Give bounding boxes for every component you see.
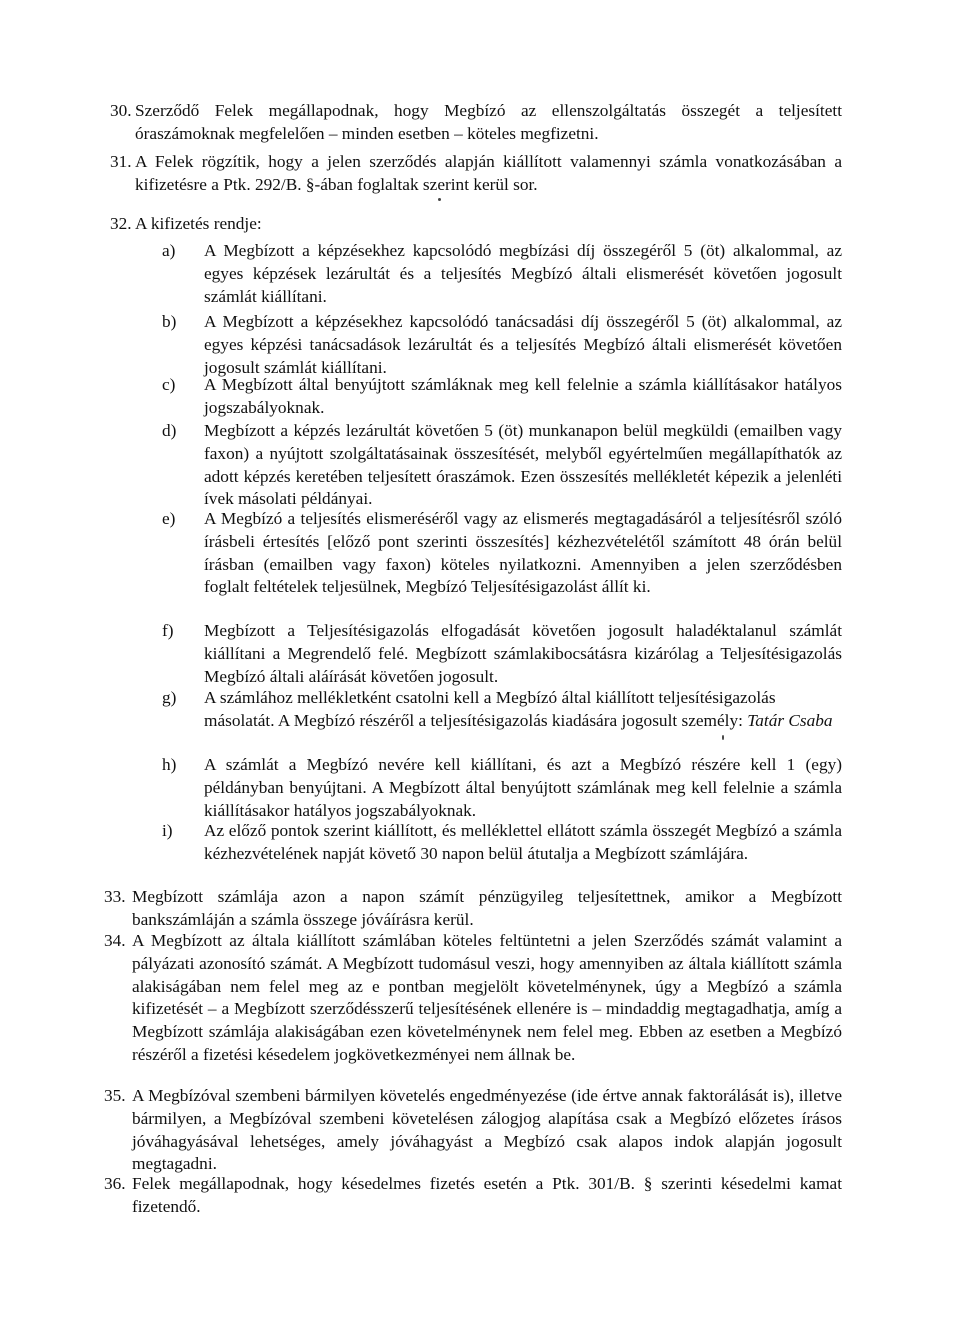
- clause-text: A Felek rögzítik, hogy a jelen szerződés alapján kiállított valamennyi számla vonatkozásában a kifizetésre a Ptk. 292/B. §-ában foglaltak szerint kerül sor.: [135, 152, 842, 194]
- subclause-text: A számlát a Megbízó nevére kell kiállítani, és azt a Megbízó részére kell 1 (egy) példányban benyújtani. A Megbízott által benyújtott számlának meg kell felelnie a számla kiállításakor hatályos jogszabályoknak.: [204, 755, 842, 820]
- clause-text: A kifizetés rendje:: [135, 214, 262, 233]
- subclause-text-main: A számlához mellékletként csatolni kell a Megbízó által kiállított teljesítésigazolás másolatát. A Megbízó részéről a teljesítésigazolás kiadására jogosult személy:: [204, 688, 776, 730]
- clause-number: 34.: [104, 931, 126, 950]
- subclause-letter: c): [162, 375, 176, 394]
- clause-number: 35.: [104, 1086, 126, 1105]
- scan-speck: [722, 735, 724, 740]
- subclause-letter: i): [162, 821, 173, 840]
- clause-text: A Megbízóval szembeni bármilyen követelés engedményezése (ide értve annak faktorálását is), illetve bármilyen, a Megbízóval szembeni követelésen zálogjog alapítása csak a Megbízó előzetes írásos jóváhagyásával lehetséges, amely jóváhagyást a Megbízó csak alapos indok alapján jogosult megtagadni.: [132, 1086, 842, 1174]
- subclause-text: Az előző pontok szerint kiállított, és melléklettel ellátott számla összegét Megbízó a számla kézhezvételének napját követő 30 napon belül átutalja a Megbízott számlájára.: [204, 821, 842, 863]
- subclause-text: A Megbízó a teljesítés elismeréséről vagy az elismerés megtagadásáról a teljesítésről szóló írásbeli értesítés [előző pont szerinti összesítés] kézhezvételétől számított 48 órán belül írásban (emailben vagy faxon) köteles nyilatkozni. Amennyiben a jelen szerződésben foglalt feltételek teljesülnek, Megbízó Teljesítésigazolást állít ki.: [204, 509, 842, 597]
- clause-text: A Megbízott az általa kiállított számlában köteles feltüntetni a jelen Szerződés számát valamint a pályázati azonosító számát. A Megbízott tudomásul veszi, hogy amennyiben az általa kiállított számla alakiságában nem felel meg az e pontban megjelölt követelménynek, úgy a Megbízó a számla kifizetését – a Megbízott szerződésszerű teljesítésének ellenére is – mindaddig megtagadhatja, amíg a Megbízott számlája alakiságában ezen követelménynek nem felel meg. Ebben az esetben a Megbízó részéről a fizetési késedelem jogkövetkezményei nem állnak be.: [132, 931, 842, 1064]
- scan-speck: [438, 198, 441, 201]
- subclause-letter: b): [162, 312, 177, 331]
- subclause-text: A Megbízott a képzésekhez kapcsolódó megbízási díj összegéről 5 (öt) alkalommal, az egyes képzések lezárultát és a teljesítés Megbízó általi elismerését követően jogosult számlát kiállítani.: [204, 241, 842, 306]
- subclause-text: Megbízott a képzés lezárultát követően 5 (öt) munkanapon belül megküldi (emailben vagy faxon) a nyújtott szolgáltatásainak összesítését, melyből egyértelműen megállapíthatók az adott képzés keretében teljesített óraszámok. Ezen összesítés mellékletét képezik a jelenléti ívek másolati példányai.: [204, 421, 842, 509]
- subclause-letter: f): [162, 621, 174, 640]
- responsible-person-name: Tatár Csaba: [747, 710, 833, 730]
- clause-number: 31.: [110, 152, 132, 171]
- subclause-letter: h): [162, 755, 177, 774]
- subclause-letter: a): [162, 241, 176, 260]
- subclause-text: A Megbízott által benyújtott számláknak meg kell felelnie a számla kiállításakor hatályos jogszabályoknak.: [204, 375, 842, 417]
- clause-text: Szerződő Felek megállapodnak, hogy Megbízó az ellenszolgáltatás összegét a teljesített óraszámoknak megfelelően – minden esetben – köteles megfizetni.: [135, 101, 842, 143]
- clause-text: Felek megállapodnak, hogy késedelmes fizetés esetén a Ptk. 301/B. § szerinti késedelmi kamat fizetendő.: [132, 1174, 842, 1216]
- clause-text: Megbízott számlája azon a napon számít pénzügyileg teljesítettnek, amikor a Megbízott bankszámláján a számla összege jóváírásra kerül.: [132, 887, 842, 929]
- clause-number: 36.: [104, 1174, 126, 1193]
- subclause-letter: e): [162, 509, 176, 528]
- subclause-letter: d): [162, 421, 177, 440]
- subclause-text: Megbízott a Teljesítésigazolás elfogadását követően jogosult haladéktalanul számlát kiállítani a Megrendelő felé. Megbízott számlakibocsátásra kizárólag a Teljesítésigazolás Megbízó általi aláírását követően jogosult.: [204, 621, 842, 686]
- clause-number: 32.: [110, 214, 132, 233]
- subclause-text: A Megbízott a képzésekhez kapcsolódó tanácsadási díj összegéről 5 (öt) alkalommal, az egyes képzési tanácsadások lezárultát és a teljesítés Megbízó általi elismerését követően jogosult számlát kiállítani.: [204, 312, 842, 377]
- subclause-text: [204, 687, 842, 733]
- clause-number: 33.: [104, 887, 126, 906]
- clause-number: 30.: [110, 101, 132, 120]
- subclause-letter: g): [162, 688, 177, 707]
